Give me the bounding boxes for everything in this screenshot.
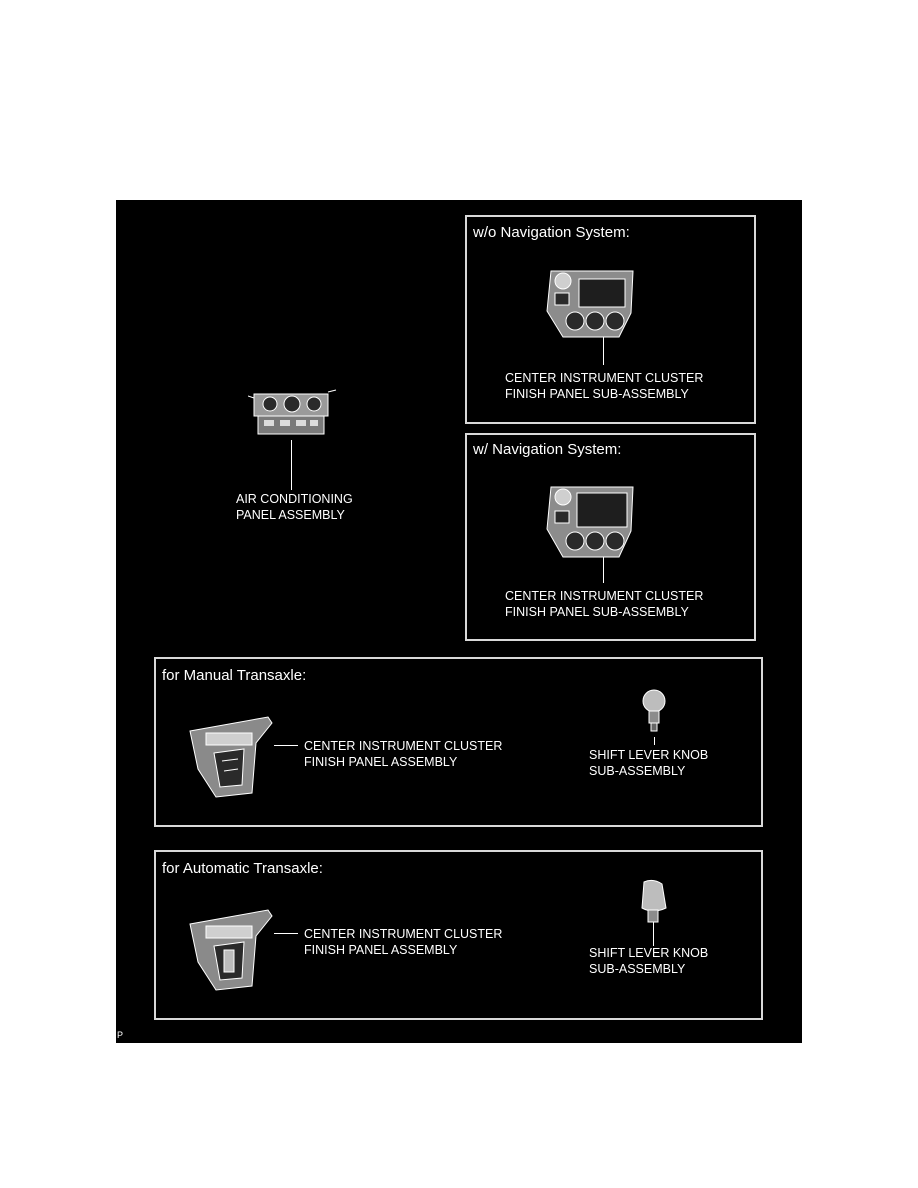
without-navigation-label-line1: CENTER INSTRUMENT CLUSTER xyxy=(505,371,704,385)
automatic-transaxle-title: for Automatic Transaxle: xyxy=(162,860,323,877)
with-navigation-label-line1: CENTER INSTRUMENT CLUSTER xyxy=(505,589,704,603)
automatic-knob-label-line1: SHIFT LEVER KNOB xyxy=(589,946,709,960)
diagram-panel xyxy=(116,200,802,1043)
air-conditioning-label-line2: PANEL ASSEMBLY xyxy=(236,508,345,522)
automatic-panel-label-line2: FINISH PANEL ASSEMBLY xyxy=(304,943,458,957)
console-panel-icon xyxy=(186,906,278,992)
without-navigation-leader xyxy=(603,337,604,365)
manual-knob-leader xyxy=(654,737,655,745)
automatic-knob-label xyxy=(589,945,708,977)
air-conditioning-panel-icon xyxy=(248,388,338,440)
with-navigation-label xyxy=(505,588,703,620)
manual-panel-label-line2: FINISH PANEL ASSEMBLY xyxy=(304,755,458,769)
page-mark: P xyxy=(117,1030,124,1040)
manual-transaxle-title: for Manual Transaxle: xyxy=(162,667,307,684)
console-panel-icon xyxy=(186,713,278,799)
manual-panel-label-line1: CENTER INSTRUMENT CLUSTER xyxy=(304,739,503,753)
without-navigation-title: w/o Navigation System: xyxy=(473,224,630,241)
without-navigation-box xyxy=(465,215,756,424)
automatic-knob-leader xyxy=(653,922,654,946)
manual-knob-label-line2: SUB-ASSEMBLY xyxy=(589,764,686,778)
with-navigation-label-line2: FINISH PANEL SUB-ASSEMBLY xyxy=(505,605,689,619)
automatic-knob-label-line2: SUB-ASSEMBLY xyxy=(589,962,686,976)
automatic-panel-label xyxy=(304,926,502,958)
manual-knob-label-line1: SHIFT LEVER KNOB xyxy=(589,748,709,762)
manual-panel-leader xyxy=(274,745,298,746)
with-navigation-leader xyxy=(603,557,604,583)
air-conditioning-label xyxy=(236,491,353,523)
air-conditioning-leader xyxy=(291,440,292,490)
manual-knob-label xyxy=(589,747,708,779)
manual-transaxle-box xyxy=(154,657,763,827)
without-navigation-label-line2: FINISH PANEL SUB-ASSEMBLY xyxy=(505,387,689,401)
round-shift-knob-icon xyxy=(640,687,668,737)
finish-panel-nav-icon xyxy=(545,483,637,559)
with-navigation-title: w/ Navigation System: xyxy=(473,441,622,458)
without-navigation-label xyxy=(505,370,703,402)
air-conditioning-label-line1: AIR CONDITIONING xyxy=(236,492,353,506)
automatic-panel-label-line1: CENTER INSTRUMENT CLUSTER xyxy=(304,927,503,941)
automatic-panel-leader xyxy=(274,933,298,934)
tapered-shift-knob-icon xyxy=(636,878,670,926)
automatic-transaxle-box xyxy=(154,850,763,1020)
manual-panel-label xyxy=(304,738,502,770)
with-navigation-box xyxy=(465,433,756,641)
finish-panel-icon xyxy=(545,267,637,339)
